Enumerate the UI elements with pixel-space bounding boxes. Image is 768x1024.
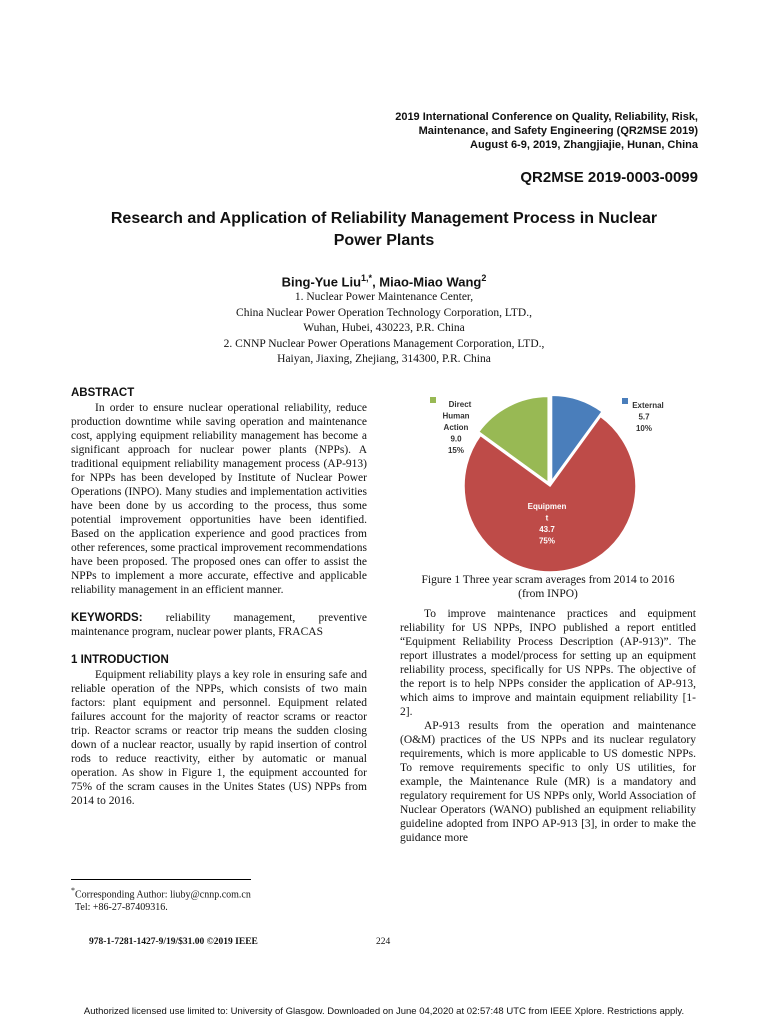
abstract-text: In order to ensure nuclear operational reliability, reduce production downtime while saving operation and maintenance cost, applying equipment reliability management has become a significant approach for nuclear power plants (NPPs). A traditional equipment reliability management process (AP-913) for NPPs has been developed by Institute of Nuclear Power Operations (INPO). Many studies and implementation activities have been done by us according to the process, thus some potential improvement opportunities have been identified. Based on the application experience and good practices from other references, some practical improvement recommendations have been proposed. The proposed ones can offer to assist the NPPs to implement a more accurate, effective and applicable reliability management in an efficient manner.	[71, 402, 367, 596]
paper-id: QR2MSE 2019-0003-0099	[520, 169, 698, 186]
data-label: Direct Human Action 9.0 15%	[442, 400, 472, 455]
footnote-line: Tel: +86-27-87409316.	[75, 902, 168, 914]
figure-1	[400, 392, 696, 572]
keywords-text: reliability management, preventive maintenance program, nuclear power plants, FRACAS	[71, 612, 367, 638]
pie-chart	[400, 392, 696, 572]
right-column	[400, 607, 696, 845]
conference-line: 2019 International Conference on Quality, Reliability, Risk,	[395, 111, 698, 123]
legend-marker	[430, 397, 436, 403]
author-superscript: 1,*	[361, 273, 373, 283]
conference-line: August 6-9, 2019, Zhangjiajie, Hunan, China	[470, 139, 698, 151]
footnote-rule	[71, 879, 251, 880]
body-paragraph: AP-913 results from the operation and maintenance (O&M) practices of the US NPPs and its nuclear regulatory requirements, which is more applicable to US domestic NPPs. To remove requirements specific to only US utilities, for example, the Maintenance Rule (MR) is a mandatory and regulatory requirement for US NPPs only, World Association of Nuclear Operators (WANO) published an equipment reliability guideline adopted from INPO AP-913 [3], in order to make the guidance more	[400, 720, 696, 844]
page-number: 224	[376, 937, 391, 947]
affiliation-line: 2. CNNP Nuclear Power Operations Management Corporation, LTD.,	[223, 337, 545, 350]
figure-caption	[400, 573, 696, 601]
introduction-heading: 1 INTRODUCTION	[71, 654, 169, 666]
paper-title	[60, 208, 708, 252]
affiliation-line: Haiyan, Jiaxing, Zhejiang, 314300, P.R. China	[277, 353, 491, 365]
legend-marker	[622, 398, 628, 404]
author-superscript: 2	[481, 273, 487, 283]
keywords-label: KEYWORDS:	[71, 612, 143, 624]
introduction-text: Equipment reliability plays a key role in ensuring safe and reliable operation of the NPPs, which consists of two main factors: plant equipment and personnel. Equipment related failures account for the majority of reactor scrams or reactor trip. Reactor scrams or reactor trip means the sudden closing down of a nuclear reactor, usually by rapid insertion of control rods to reduce reactivity, either by automatic or manual operation. As show in Figure 1, the equipment accounted for 75% of the scram causes in the Unites States (US) NPPs from 2014 to 2016.	[71, 669, 367, 807]
data-label: External 5.7 10%	[632, 401, 664, 433]
affiliation-line: 1. Nuclear Power Maintenance Center,	[294, 291, 474, 303]
isbn-copyright: 978-1-7281-1427-9/19/$31.00 ©2019 IEEE	[89, 937, 258, 947]
authors	[60, 273, 708, 289]
data-label: Equipmen t 43.7 75%	[527, 502, 567, 546]
affiliation-line: Wuhan, Hubei, 430223, P.R. China	[303, 322, 465, 334]
footnote	[71, 884, 251, 914]
body-paragraph: To improve maintenance practices and equipment reliability for US NPPs, INPO published a report entitled “Equipment Reliability Process Description (AP-913)”. The report illustrates a model/process for setting up an equipment reliability process, specifically for US NPPs. The objective of the report is to help NPPs consider the application of AP-913, which aims to improve and maintain equipment reliability [1-2].	[400, 608, 696, 718]
keywords	[71, 611, 367, 639]
caption-line: Figure 1 Three year scram averages from 2014 to 2016	[421, 574, 675, 586]
footnote-marker: *	[71, 886, 75, 895]
left-column	[71, 386, 367, 808]
title-line: Power Plants	[333, 232, 435, 249]
footnote-line: *Corresponding Author: liuby@cnnp.com.cn	[71, 886, 251, 901]
affiliations	[60, 290, 708, 368]
caption-line: (from INPO)	[518, 588, 578, 600]
author-name: Miao-Miao Wang	[379, 274, 482, 290]
conference-line: Maintenance, and Safety Engineering (QR2MSE 2019)	[418, 125, 698, 137]
author-name: Bing-Yue Liu	[281, 274, 362, 290]
license-notice: Authorized licensed use limited to: University of Glasgow. Downloaded on June 04,2020 at 02:57:48 UTC from IEEE Xplore. Restrictions apply.	[83, 1006, 685, 1017]
author-separator: ,	[372, 274, 380, 290]
abstract-heading: ABSTRACT	[71, 387, 135, 399]
affiliation-line: China Nuclear Power Operation Technology Corporation, LTD.,	[236, 306, 532, 319]
conference-header	[278, 110, 698, 152]
title-line: Research and Application of Reliability Management Process in Nuclear	[110, 210, 658, 227]
